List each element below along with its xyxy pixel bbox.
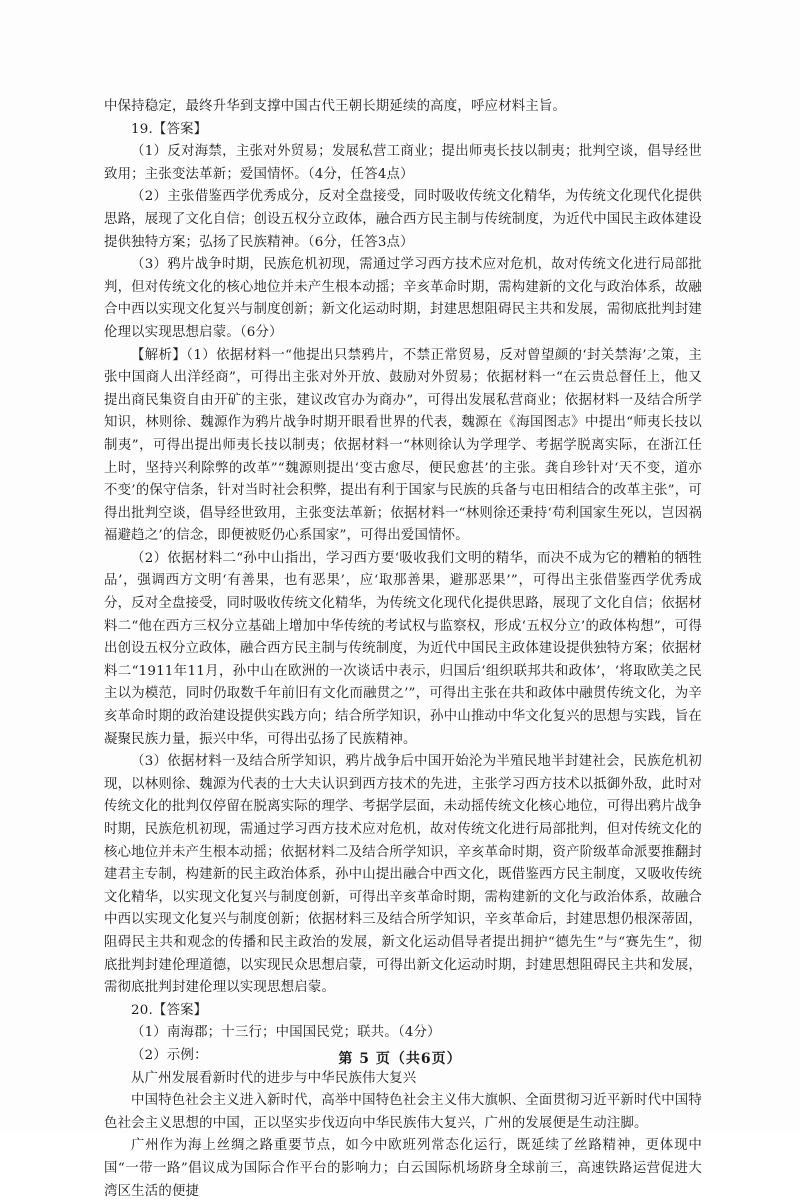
- page-body: [104, 96, 702, 1203]
- essay-paragraph-2: 广州作为海上丝绸之路重要节点，如今中欧班列常态化运行，既延续了丝路精神，更体现中国“一带一路”倡议成为国际合作平台的影响力；白云国际机场跻身全球前三，高速铁路运营促进大湾区生活的便捷: [104, 1138, 702, 1199]
- q20-answer-2-label: （2）示例：: [131, 1047, 208, 1063]
- q20-answer-heading: 20.【答案】: [131, 1002, 208, 1018]
- paragraph-continuation: 中保持稳定，最终升华到支撑中国古代王朝长期延续的高度，呼应材料主旨。: [104, 99, 567, 114]
- q19-analysis-1: 【解析】（1）依据材料一“他提出只禁鸦片，不禁正常贸易，反对曾望颜的‘封关禁海’之策，主张中国商人出洋经商”，可得出主张对外开放、鼓励对外贸易；依据材料一“在云贵总督任上，他又提出商民集资自由开矿的主张，建议改官办为商办”，可得出发展私营商业；依据材料一及结合所学知识，林则徐、魏源作为鸦片战争时期开眼看世界的代表，魏源在《海国图志》中提出“师夷长技以制夷”，可得出提出师夷长技以制夷；依据材料一“林则徐认为学理学、考据学脱离实际，在浙江任上时，坚持兴利除弊的改革”“魏源则提出‘变古愈尽，便民愈甚’的主张。龚自珍针对‘天不变，道亦不变’的保守信条，针对当时社会积弊，提出有利于国家与民族的兵备与屯田相结合的改革主张”，可得出批判空谈，倡导经世致用，主张变法革新；依据材料一“林则徐还秉持‘苟利国家生死以，岂因祸福避趋之’的信念，即便被贬仍心系国家”，可得出爱国情怀。: [104, 347, 702, 544]
- q20-answer-1: （1）南海郡；十三行；中国国民党；联共。（4分）: [131, 1025, 441, 1041]
- q19-analysis-3: （3）依据材料一及结合所学知识，鸦片战争后中国开始沦为半殖民地半封建社会，民族危机初现，以林则徐、魏源为代表的士大夫认识到西方技术的先进，主张学习西方技术以抵御外敌，此时对传统文化的批判仅停留在脱离实际的理学、考据学层面，未动摇传统文化核心地位，可得出鸦片战争时期，民族危机初现，需通过学习西方技术应对危机，故对传统文化进行局部批判，但对传统文化的核心地位并未产生根本动摇；依据材料二及结合所学知识，辛亥革命时期，资产阶级革命派要推翻封建君主专制，构建新的民主政治体系，孙中山提出融合中西文化，既借鉴西方民主制度，又吸收传统文化精华，以实现文化复兴与制度创新，可得出辛亥革命时期，需构建新的文化与政治体系，故融合中西以实现文化复兴与制度创新；依据材料三及结合所学知识，辛亥革命后，封建思想仍根深蒂固，阻碍民主共和观念的传播和民主政治的发展，新文化运动倡导者提出拥护“德先生”与“赛先生”，彻底批判封建伦理道德，以实现民众思想启蒙，可得出新文化运动时期，封建思想阻碍民主共和发展，需彻底批判封建伦理以实现思想启蒙。: [104, 754, 702, 996]
- essay-paragraph-1: 中国特色社会主义进入新时代，高举中国特色社会主义伟大旗帜、全面贯彻习近平新时代中国特色社会主义思想的中国，正以坚实步伐迈向中华民族伟大复兴，广州的发展便是生动注脚。: [104, 1093, 702, 1131]
- q19-analysis-2: （2）依据材料二“孙中山指出，学习西方要‘吸收我们文明的精华，而决不成为它的糟粕的牺牲品’，强调西方文明‘有善果，也有恶果’，应‘取那善果，避那恶果’”，可得出主张借鉴西学优秀成分，反对全盘接受，同时吸收传统文化精华，为传统文化现代化提供思路，展现了文化自信；依据材料二“他在西方三权分立基础上增加中华传统的考试权与监察权，形成‘五权分立’的政体构想”，可得出创设五权分立政体，融合西方民主制与传统制度，为近代中国民主政体建设提供独特方案；依据材料二“1911年11月，孙中山在欧洲的一次谈话中表示，归国后‘组织联邦共和政体’，‘将取欧美之民主以为模范，同时仍取数千年前旧有文化而融贯之’”，可得出主张在共和政体中融贯传统文化，为辛亥革命时期的政治建设提供实践方向；结合所学知识，孙中山推动中华文化复兴的思想与实践，旨在凝聚民族力量，振兴中华，可得出弘扬了民族精神。: [104, 550, 702, 747]
- essay-title: 从广州发展看新时代的进步与中华民族伟大复兴: [131, 1070, 417, 1086]
- q19-answer-3: （3）鸦片战争时期，民族危机初现，需通过学习西方技术应对危机，故对传统文化进行局部批判，但对传统文化的核心地位并未产生根本动摇；辛亥革命时期，需构建新的文化与政治体系，故融合中西以实现文化复兴与制度创新；新文化运动时期，封建思想阻碍民主共和发展，需彻底批判封建伦理以实现思想启蒙。（6分）: [104, 257, 702, 340]
- q19-answer-2: （2）主张借鉴西学优秀成分，反对全盘接受，同时吸收传统文化精华，为传统文化现代化提供思路，展现了文化自信；创设五权分立政体，融合西方民主制与传统制度，为近代中国民主政体建设提供独特方案；弘扬了民族精神。（6分，任答3点）: [104, 189, 702, 250]
- page-number-footer: 第 5 页（共6页）: [338, 1051, 462, 1067]
- q19-answer-heading: 19.【答案】: [131, 121, 208, 137]
- q19-answer-1: （1）反对海禁，主张对外贸易；发展私营工商业；提出师夷长技以制夷；批判空谈，倡导经世致用；主张变法革新；爱国情怀。（4分，任答4点）: [104, 144, 702, 182]
